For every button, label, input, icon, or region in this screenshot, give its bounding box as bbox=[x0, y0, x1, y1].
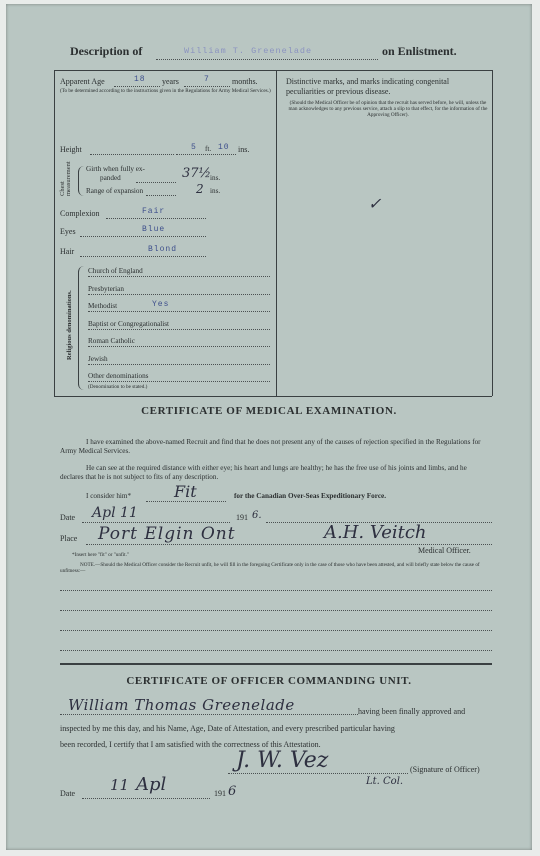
frame-top bbox=[54, 70, 492, 71]
eyes-line bbox=[80, 236, 206, 237]
age-months-line bbox=[184, 86, 230, 87]
age-months-value: 7 bbox=[204, 75, 210, 84]
co-year-suffix: 6 bbox=[228, 784, 237, 799]
unfit-line-4 bbox=[60, 650, 492, 651]
co-recruit-name: William Thomas Greenelade bbox=[68, 696, 295, 714]
co-rank: Lt. Col. bbox=[366, 776, 404, 787]
religion-item-line bbox=[88, 294, 270, 295]
religion-item-line bbox=[88, 381, 270, 382]
med-year-prefix: 191 bbox=[236, 513, 248, 522]
frame-bottom bbox=[54, 396, 492, 397]
medical-note: NOTE.—Should the Medical Officer consider the Recruit unfit, he will fill in the foregoing Certificate only in the case of those who have been attested, and will briefly state below the cause of unfitness:— bbox=[60, 562, 480, 574]
other-note: (Denomination to be stated.) bbox=[88, 384, 148, 390]
religion-item-label: Baptist or Congregationalist bbox=[88, 319, 170, 328]
years-label: years bbox=[162, 77, 179, 86]
height-label: Height bbox=[60, 145, 82, 154]
religion-item-line bbox=[88, 276, 270, 277]
religion-item-label: Church of England bbox=[88, 267, 143, 275]
ins-label: ins. bbox=[238, 145, 250, 154]
religion-brace bbox=[78, 266, 85, 390]
eyes-value: Blue bbox=[142, 225, 166, 234]
co-text3: been recorded, I certify that I am satisfied with the correctness of this Attestation. bbox=[60, 740, 321, 749]
unfit-line-1 bbox=[60, 590, 492, 591]
commanding-title: CERTIFICATE OF OFFICER COMMANDING UNIT. bbox=[126, 675, 412, 687]
co-signature-label: (Signature of Officer) bbox=[410, 765, 480, 774]
attestation-sheet bbox=[6, 4, 532, 850]
eyes-label: Eyes bbox=[60, 227, 76, 236]
height-ft-value: 5 bbox=[191, 143, 197, 152]
co-date-month: Apl bbox=[136, 774, 167, 795]
medical-para1: I have examined the above-named Recruit and find that he does not present any of the causes of rejection specified in the Regulations for Army Medical Services. bbox=[60, 438, 481, 455]
marks-label: Distinctive marks, and marks indicating congenital peculiarities or previous disease. bbox=[286, 77, 450, 96]
header-suffix: on Enlistment. bbox=[382, 44, 457, 58]
complexion-label: Complexion bbox=[60, 209, 100, 218]
frame-right bbox=[492, 70, 493, 396]
co-date-day: 11 bbox=[110, 776, 130, 794]
med-year-suffix: 6. bbox=[252, 510, 262, 521]
frame-left bbox=[54, 70, 55, 396]
range-dots bbox=[146, 195, 176, 196]
header-name: William T. Greenelade bbox=[184, 46, 313, 56]
header-prefix: Description of bbox=[70, 44, 143, 58]
co-signature: J. W. Vez bbox=[236, 748, 329, 773]
medical-title: CERTIFICATE OF MEDICAL EXAMINATION. bbox=[141, 405, 397, 417]
chest-label: Chest measurement bbox=[59, 161, 72, 196]
co-date-label: Date bbox=[60, 789, 76, 798]
unfit-line-3 bbox=[60, 630, 492, 631]
age-note: (To be determined according to the instructions given in the Regulations for Army Medical Services.) bbox=[60, 88, 271, 94]
age-years-line bbox=[114, 86, 160, 87]
girth-dots bbox=[136, 182, 176, 183]
religion-item-label: Other denominations bbox=[88, 372, 149, 380]
religion-item-line bbox=[88, 364, 270, 365]
med-date-label: Date bbox=[60, 513, 76, 522]
religion-item-label: Jewish bbox=[88, 354, 108, 363]
complexion-value: Fair bbox=[142, 207, 166, 216]
insert-note: *Insert here "fit" or "unfit." bbox=[72, 552, 130, 558]
months-label: months. bbox=[232, 77, 258, 86]
co-text2: inspected by me this day, and his Name, Age, Date of Attestation, and every prescribed particular having bbox=[60, 724, 395, 733]
medical-officer-signature: A.H. Veitch bbox=[324, 522, 427, 543]
consider-line bbox=[146, 501, 226, 502]
religion-item-label: Methodist bbox=[88, 302, 118, 310]
frame-divider bbox=[276, 70, 277, 396]
religion-item-line bbox=[88, 346, 270, 347]
co-year-prefix: 191 bbox=[214, 789, 226, 798]
med-date-line bbox=[82, 522, 230, 523]
range-value: 2 bbox=[196, 182, 204, 196]
hair-label: Hair bbox=[60, 247, 75, 256]
height-in-value: 10 bbox=[218, 143, 230, 152]
place-value: Port Elgin Ont bbox=[98, 524, 236, 544]
apparent-age-label: Apparent Age bbox=[60, 77, 105, 86]
complexion-line bbox=[106, 218, 206, 219]
range-unit: ins. bbox=[210, 187, 221, 195]
chest-brace bbox=[78, 166, 85, 196]
co-signature-line bbox=[228, 773, 408, 774]
marks-note: (Should the Medical Officer be of opinion that the recruit has served before, he will, unless the man acknowledges to any previous service, attach a slip to that effect, for the information of the Approving Officer). bbox=[288, 100, 488, 118]
co-date-line bbox=[82, 798, 210, 799]
unfit-line-2 bbox=[60, 610, 492, 611]
consider-value: Fit bbox=[174, 482, 197, 501]
religion-item-label: Roman Catholic bbox=[88, 337, 135, 345]
religion-item-line bbox=[88, 311, 270, 312]
consider-label: I consider him* bbox=[86, 492, 132, 500]
height-value-line bbox=[176, 154, 236, 155]
height-line bbox=[90, 154, 174, 155]
religion-item-label: Presbyterian bbox=[88, 284, 124, 293]
religion-label: Religious denominations. bbox=[66, 290, 73, 360]
girth-label-1: Girth when fully ex- bbox=[86, 165, 145, 173]
hair-line bbox=[80, 256, 206, 257]
girth-unit: ins. bbox=[210, 174, 221, 182]
hair-value: Blond bbox=[148, 245, 178, 254]
co-name-line bbox=[60, 714, 358, 715]
med-date-value: Apl 11 bbox=[92, 505, 138, 521]
place-label: Place bbox=[60, 534, 78, 543]
consider-suffix: for the Canadian Over-Seas Expeditionary Force. bbox=[234, 492, 386, 500]
ft-label: ft. bbox=[205, 145, 212, 153]
girth-value: 37½ bbox=[182, 166, 212, 181]
co-text1: having been finally approved and bbox=[358, 707, 466, 716]
medical-para2: He can see at the required distance with either eye; his heart and lungs are healthy; he has the free use of his joints and limbs, and he declares that he is not subject to fits of any description. bbox=[60, 464, 467, 481]
medical-officer-label: Medical Officer. bbox=[418, 546, 471, 555]
tick-mark: ✓ bbox=[368, 194, 382, 213]
age-years-value: 18 bbox=[134, 75, 146, 84]
header-dotted-line bbox=[156, 59, 378, 60]
section-divider bbox=[60, 663, 492, 665]
religion-item-line bbox=[88, 329, 270, 330]
girth-label-2: panded bbox=[100, 174, 121, 182]
religion-item-value: Yes bbox=[152, 300, 170, 309]
place-line bbox=[86, 544, 492, 545]
range-label: Range of expansion bbox=[86, 187, 144, 195]
